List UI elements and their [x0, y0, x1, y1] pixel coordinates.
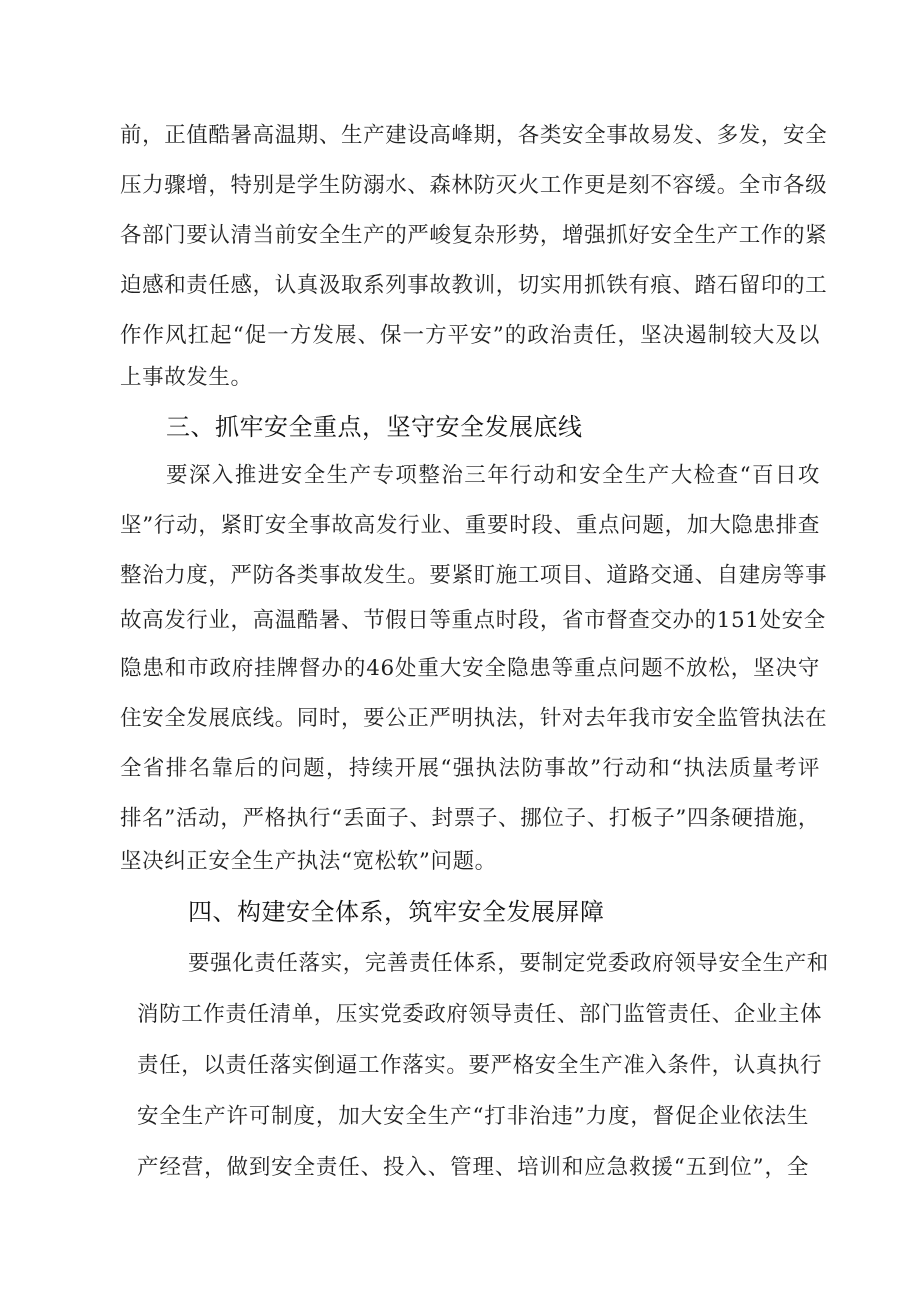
- paragraph-line: 住安全发展底线。同时，要公正严明执法，针对去年我市安全监管执法在: [120, 706, 828, 731]
- paragraph-line: 要强化责任落实，完善责任体系，要制定党委政府领导安全生产和: [188, 951, 829, 976]
- paragraph-line: 全省排名靠后的问题，持续开展“强执法防事故”行动和“执法质量考评: [120, 756, 820, 781]
- paragraph-line: 迫感和责任感，认真汲取系列事故教训，切实用抓铁有痕、踏石留印的工: [120, 273, 828, 298]
- paragraph-line: 消防工作责任清单，压实党委政府领导责任、部门监管责任、企业主体: [137, 1002, 823, 1027]
- paragraph-line: 坚决纠正安全生产执法“宽松软”问题。: [120, 849, 497, 874]
- paragraph-line: 作作风扛起“促一方发展、保一方平安”的政治责任，坚决遏制较大及以: [120, 323, 820, 348]
- paragraph-line: 安全生产许可制度，加大安全生产“打非治违”力度，督促企业依法生: [137, 1104, 809, 1129]
- paragraph-line: 产经营，做到安全责任、投入、管理、培训和应急救援“五到位”，全: [137, 1155, 809, 1180]
- paragraph-line: 整治力度，严防各类事故发生。要紧盯施工项目、道路交通、自建房等事: [120, 563, 828, 588]
- paragraph-line: 压力骤增，特别是学生防溺水、森林防灭火工作更是刻不容缓。全市各级: [120, 173, 828, 198]
- paragraph-line: 故高发行业，高温酷暑、节假日等重点时段，省市督查交办的151处安全: [120, 608, 826, 633]
- paragraph-line: 前，正值酷暑高温期、生产建设高峰期，各类安全事故易发、多发，安全: [120, 123, 828, 148]
- section-heading-three: 三、抓牢安全重点，坚守安全发展底线: [166, 413, 583, 441]
- paragraph-line: 排名”活动，严格执行“丢面子、封票子、挪位子、打板子”四条硬措施，: [120, 806, 820, 831]
- paragraph-line: 坚”行动，紧盯安全事故高发行业、重要时段、重点问题，加大隐患排查: [120, 513, 820, 538]
- section-heading-four: 四、构建安全体系，筑牢安全发展屏障: [188, 898, 605, 926]
- paragraph-line: 各部门要认清当前安全生产的严峻复杂形势，增强抓好安全生产工作的紧: [120, 223, 828, 248]
- paragraph-line: 要深入推进安全生产专项整治三年行动和安全生产大检查“百日攻: [166, 463, 820, 488]
- paragraph-line: 上事故发生。: [120, 365, 253, 390]
- paragraph-line: 责任，以责任落实倒逼工作落实。要严格安全生产准入条件，认真执行: [137, 1053, 823, 1078]
- paragraph-line: 隐患和市政府挂牌督办的46处重大安全隐患等重点问题不放松，坚决守: [120, 656, 820, 681]
